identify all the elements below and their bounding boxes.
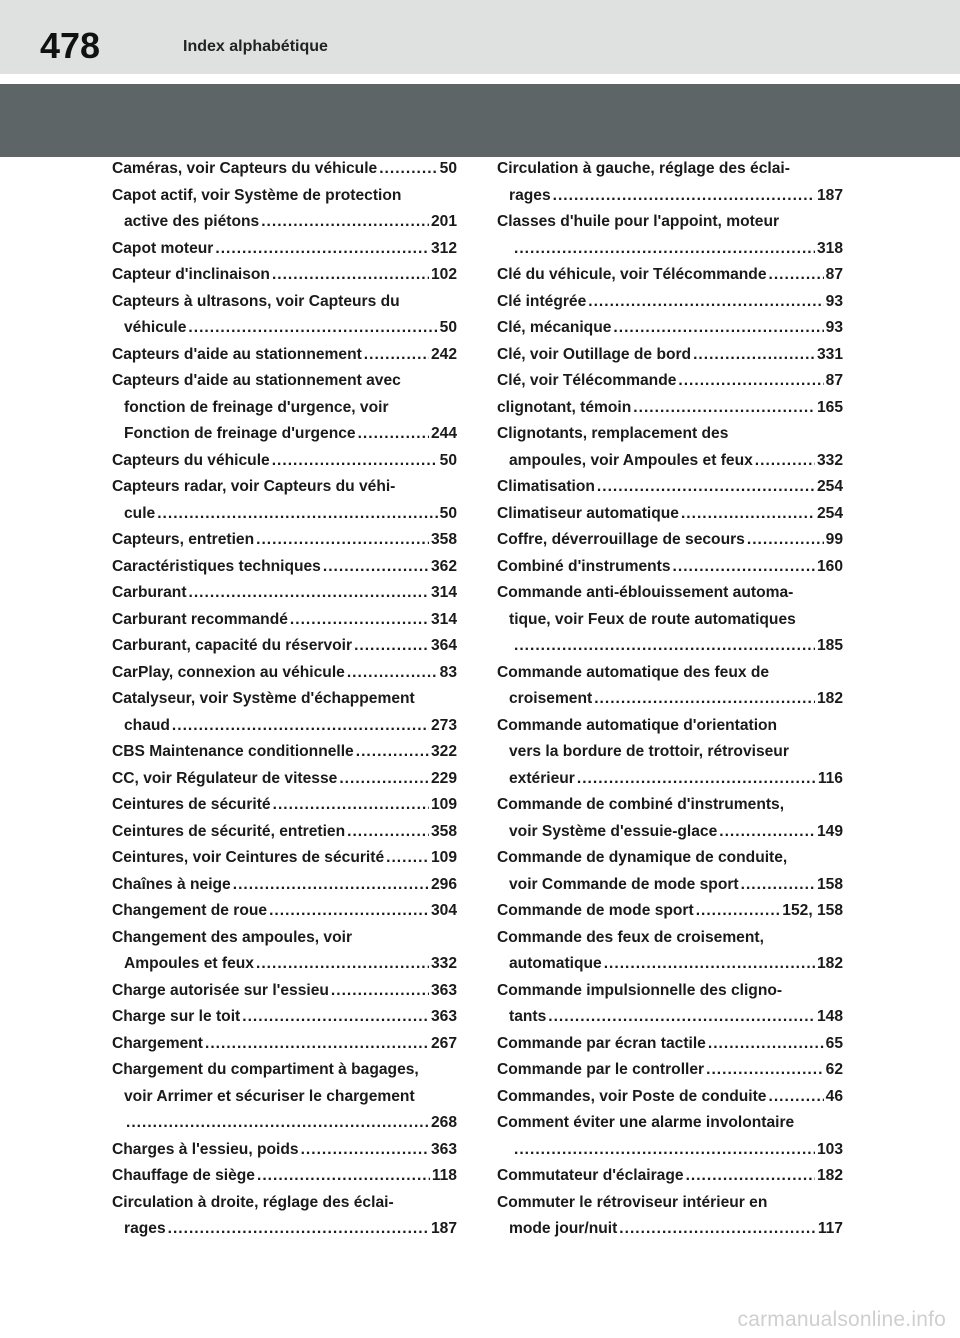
index-line [497, 1137, 843, 1164]
index-line [112, 1190, 457, 1217]
index-term: Commande de mode sport [497, 902, 694, 919]
dot-leader [548, 1004, 815, 1031]
page-reference: 201 [430, 213, 457, 230]
index-column-right [497, 156, 843, 1243]
dot-leader [364, 342, 429, 369]
dot-leader [157, 501, 437, 528]
page-reference: 149 [816, 822, 843, 840]
page-reference: 187 [816, 186, 843, 204]
page-reference: 50 [439, 319, 457, 336]
index-line [497, 898, 843, 925]
index-term: Commande anti-éblouissement automa- [497, 584, 794, 601]
page-reference: 332 [430, 955, 457, 972]
page-reference: 148 [816, 1008, 843, 1025]
index-line [497, 819, 843, 846]
page-reference: 160 [816, 557, 843, 575]
index-line [497, 607, 843, 634]
index-term: Commande automatique des feux de [497, 663, 770, 681]
index-term: Circulation à gauche, réglage des éclai- [497, 160, 790, 177]
index-line [497, 713, 843, 740]
page-reference: 109 [430, 849, 457, 866]
index-term: ampoules, voir Ampoules et feux [509, 451, 753, 469]
index-line [112, 739, 457, 766]
index-term: Clé intégrée [497, 292, 587, 310]
index-term: Capot actif, voir Système de protection [112, 186, 402, 204]
index-line [497, 183, 843, 210]
page-reference: 363 [430, 1008, 457, 1025]
dot-leader [719, 819, 815, 846]
dot-leader [126, 1110, 429, 1137]
index-term: Capteurs, entretien [112, 531, 255, 548]
index-line [112, 474, 457, 501]
dot-leader [354, 633, 429, 660]
index-line [112, 1137, 457, 1164]
dot-leader [747, 527, 824, 554]
index-term: tique, voir Feux de route automatiques [509, 610, 796, 628]
index-line [497, 766, 843, 793]
index-line [497, 474, 843, 501]
page-reference: 62 [825, 1061, 843, 1078]
index-line [112, 1084, 457, 1111]
index-term: tants [509, 1008, 547, 1025]
dot-leader [242, 1004, 429, 1031]
dot-leader [256, 527, 429, 554]
index-term: Capteurs à ultrasons, voir Capteurs du [112, 292, 400, 310]
index-line [112, 845, 457, 872]
page-reference: 267 [430, 1034, 457, 1052]
index-line [112, 421, 457, 448]
index-term: Catalyseur, voir Système d'échappement [112, 690, 415, 707]
page-reference: 296 [430, 875, 457, 893]
index-line [112, 368, 457, 395]
dot-leader [356, 739, 429, 766]
index-term: Clé, mécanique [497, 319, 612, 336]
index-term: Climatiseur automatique [497, 504, 679, 522]
index-line [112, 554, 457, 581]
index-line [112, 766, 457, 793]
page-reference: 254 [816, 504, 843, 522]
dot-leader [168, 1216, 429, 1243]
page-reference: 229 [430, 769, 457, 787]
page-reference: 83 [439, 663, 457, 681]
dot-leader [613, 315, 823, 342]
page-reference: 254 [816, 478, 843, 495]
index-line [497, 580, 843, 607]
dot-leader [358, 421, 429, 448]
index-line [497, 554, 843, 581]
index-line [497, 1163, 843, 1190]
index-term: rages [124, 1220, 166, 1237]
page-reference: 331 [816, 345, 843, 363]
index-term: Classes d'huile pour l'appoint, moteur [497, 213, 780, 230]
index-line [497, 1190, 843, 1217]
index-line [112, 1216, 457, 1243]
page-reference: 182 [816, 690, 843, 707]
page-reference: 273 [430, 716, 457, 734]
index-term: Charges à l'essieu, poids [112, 1140, 299, 1158]
index-term: Changement de roue [112, 902, 268, 919]
page-reference: 65 [825, 1034, 843, 1052]
page-reference: 109 [430, 796, 457, 813]
dot-leader [588, 289, 823, 316]
dot-leader [290, 607, 429, 634]
index-line [497, 395, 843, 422]
index-term: Caméras, voir Capteurs du véhicule [112, 160, 378, 177]
dot-leader [272, 262, 429, 289]
index-term: automatique [509, 955, 602, 972]
dot-leader [741, 872, 815, 899]
dot-leader [686, 1163, 815, 1190]
page-reference: 242 [430, 345, 457, 363]
index-term: Fonction de freinage d'urgence [124, 425, 356, 442]
index-term: Charge autorisée sur l'essieu [112, 981, 329, 999]
dot-leader [172, 713, 429, 740]
index-line [497, 925, 843, 952]
index-term: cule [124, 504, 156, 522]
page-reference: 117 [817, 1220, 843, 1237]
index-term: véhicule [124, 319, 187, 336]
index-term: Capteurs du véhicule [112, 451, 270, 469]
index-term: Caractéristiques techniques [112, 557, 321, 575]
dot-leader [379, 156, 437, 183]
index-line [112, 236, 457, 263]
index-line [112, 1004, 457, 1031]
index-line [497, 315, 843, 342]
index-term: Commutateur d'éclairage [497, 1167, 684, 1184]
index-line [112, 527, 457, 554]
index-term: Chaînes à neige [112, 875, 231, 893]
index-term: Commande des feux de croisement, [497, 928, 764, 946]
index-term: Carburant [112, 584, 187, 601]
page-reference: 182 [816, 1167, 843, 1184]
index-term: mode jour/nuit [509, 1220, 618, 1237]
index-line [112, 713, 457, 740]
index-line [112, 183, 457, 210]
header-band [0, 84, 960, 157]
index-term: active des piétons [124, 213, 260, 230]
index-term: Capteur d'inclinaison [112, 266, 270, 283]
index-term: Commande de dynamique de conduite, [497, 849, 788, 866]
dot-leader [696, 898, 781, 925]
index-line [112, 872, 457, 899]
dot-leader [215, 236, 429, 263]
index-line [112, 501, 457, 528]
index-line [497, 1216, 843, 1243]
index-line [497, 660, 843, 687]
index-term: Commuter le rétroviseur intérieur en [497, 1193, 768, 1211]
index-line [112, 1057, 457, 1084]
dot-leader [323, 554, 429, 581]
index-line [497, 686, 843, 713]
index-line [497, 156, 843, 183]
page-reference: 363 [430, 1140, 457, 1158]
index-line [112, 395, 457, 422]
index-term: Commandes, voir Poste de conduite [497, 1087, 767, 1105]
index-line [497, 1110, 843, 1137]
page-reference: 118 [431, 1167, 457, 1184]
index-term: vers la bordure de trottoir, rétroviseur [509, 743, 789, 760]
index-term: Ampoules et feux [124, 955, 254, 972]
index-term: extérieur [509, 769, 575, 787]
index-term: Chauffage de siège [112, 1167, 255, 1184]
index-line [112, 686, 457, 713]
index-line [497, 368, 843, 395]
index-line [497, 421, 843, 448]
page-header-bar [0, 0, 960, 74]
page-reference: 50 [439, 451, 457, 469]
dot-leader [577, 766, 816, 793]
index-term: Chargement du compartiment à bagages, [112, 1061, 419, 1078]
index-term: Carburant, capacité du réservoir [112, 637, 353, 654]
dot-leader [706, 1057, 824, 1084]
page-reference: 93 [825, 292, 843, 310]
dot-leader [619, 1216, 816, 1243]
page-reference: 314 [430, 610, 457, 628]
index-line [497, 289, 843, 316]
index-line [497, 1057, 843, 1084]
index-line [112, 660, 457, 687]
index-term: Charge sur le toit [112, 1008, 241, 1025]
index-line [497, 501, 843, 528]
index-term: Changement des ampoules, voir [112, 928, 353, 946]
watermark: carmanualsonline.info [737, 1308, 946, 1331]
index-term: Clé, voir Télécommande [497, 372, 677, 389]
dot-leader [553, 183, 815, 210]
index-line [112, 951, 457, 978]
index-line [112, 289, 457, 316]
index-term: Combiné d'instruments [497, 557, 671, 575]
index-line [497, 209, 843, 236]
dot-leader [273, 792, 429, 819]
index-line [112, 607, 457, 634]
index-line [497, 633, 843, 660]
index-term: Ceintures de sécurité, entretien [112, 822, 346, 840]
page-number: 478 [40, 25, 101, 66]
index-term: Commande automatique d'orientation [497, 716, 778, 734]
dot-leader [633, 395, 815, 422]
index-line [497, 1004, 843, 1031]
index-line [112, 978, 457, 1005]
index-term: rages [509, 186, 551, 204]
index-term: Coffre, déverrouillage de secours [497, 531, 745, 548]
page-reference: 318 [816, 239, 843, 257]
page-reference: 358 [430, 822, 457, 840]
page-reference: 185 [816, 637, 843, 654]
page-reference: 358 [430, 531, 457, 548]
dot-leader [347, 819, 429, 846]
index-line [112, 156, 457, 183]
section-title: Index alphabétique [183, 38, 328, 55]
dot-leader [514, 236, 815, 263]
page-reference: 312 [430, 239, 457, 257]
dot-leader [769, 262, 824, 289]
page-reference: 187 [430, 1220, 457, 1237]
page-reference: 50 [439, 504, 457, 522]
dot-leader [301, 1137, 429, 1164]
dot-leader [681, 501, 815, 528]
index-line [497, 1084, 843, 1111]
index-term: Circulation à droite, réglage des éclai- [112, 1193, 394, 1211]
index-term: croisement [509, 690, 593, 707]
dot-leader [514, 1137, 815, 1164]
index-line [112, 448, 457, 475]
page-reference: 87 [825, 266, 843, 283]
page-reference: 363 [430, 981, 457, 999]
index-term: clignotant, témoin [497, 398, 632, 416]
index-term: Climatisation [497, 478, 595, 495]
page-reference: 103 [816, 1140, 843, 1158]
index-term: fonction de freinage d'urgence, voir [124, 398, 389, 416]
index-term: Clé du véhicule, voir Télécommande [497, 266, 767, 283]
index-term: voir Système d'essuie-glace [509, 822, 718, 840]
dot-leader [673, 554, 815, 581]
page-reference: 304 [430, 902, 457, 919]
index-term: Capot moteur [112, 239, 214, 257]
dot-leader [755, 448, 815, 475]
index-line [497, 262, 843, 289]
dot-leader [693, 342, 815, 369]
page-reference: 152, 158 [782, 902, 843, 919]
index-term: Commande par le controller [497, 1061, 705, 1078]
dot-leader [205, 1031, 429, 1058]
index-term: voir Commande de mode sport [509, 875, 739, 893]
index-term: Capteurs d'aide au stationnement avec [112, 372, 401, 389]
page-reference: 244 [430, 425, 457, 442]
index-line [497, 978, 843, 1005]
dot-leader [386, 845, 429, 872]
page-reference: 322 [430, 743, 457, 760]
page-reference: 99 [825, 531, 843, 548]
index-term: Comment éviter une alarme involontaire [497, 1114, 795, 1131]
dot-leader [257, 1163, 430, 1190]
dot-leader [189, 580, 429, 607]
index-term: Ceintures, voir Ceintures de sécurité [112, 849, 385, 866]
dot-leader [604, 951, 815, 978]
index-term: Clignotants, remplacement des [497, 425, 729, 442]
page-reference: 102 [430, 266, 457, 283]
page-reference: 362 [430, 557, 457, 575]
dot-leader [597, 474, 815, 501]
index-line [497, 236, 843, 263]
page-reference: 87 [825, 372, 843, 389]
index-line [112, 342, 457, 369]
index-line [497, 448, 843, 475]
page-reference: 158 [816, 875, 843, 893]
page-reference: 332 [816, 451, 843, 469]
dot-leader [269, 898, 429, 925]
page-reference: 314 [430, 584, 457, 601]
index-line [112, 262, 457, 289]
index-line [497, 342, 843, 369]
dot-leader [678, 368, 823, 395]
index-line [497, 739, 843, 766]
dot-leader [339, 766, 429, 793]
dot-leader [594, 686, 815, 713]
index-term: CarPlay, connexion au véhicule [112, 663, 345, 681]
index-line [112, 209, 457, 236]
dot-leader [188, 315, 437, 342]
index-term: Commande par écran tactile [497, 1034, 706, 1052]
dot-leader [272, 448, 438, 475]
page-reference: 46 [825, 1087, 843, 1105]
page-reference: 182 [816, 955, 843, 972]
page-reference: 268 [430, 1114, 457, 1131]
index-line [497, 792, 843, 819]
index-line [112, 633, 457, 660]
index-term: Capteurs d'aide au stationnement [112, 345, 362, 363]
index-line [112, 580, 457, 607]
index-line [497, 1031, 843, 1058]
index-line [112, 1163, 457, 1190]
dot-leader [514, 633, 815, 660]
dot-leader [233, 872, 429, 899]
index-term: Commande de combiné d'instruments, [497, 796, 785, 813]
index-line [497, 527, 843, 554]
page-reference: 364 [430, 637, 457, 654]
dot-leader [347, 660, 438, 687]
index-line [112, 819, 457, 846]
index-line [112, 792, 457, 819]
index-term: Commande impulsionnelle des cligno- [497, 981, 783, 999]
dot-leader [708, 1031, 824, 1058]
index-line [112, 898, 457, 925]
index-line [497, 845, 843, 872]
index-term: Clé, voir Outillage de bord [497, 345, 692, 363]
index-line [497, 872, 843, 899]
page-reference: 165 [816, 398, 843, 416]
dot-leader [768, 1084, 823, 1111]
index-term: Carburant recommandé [112, 610, 288, 628]
index-line [112, 1031, 457, 1058]
index-term: CBS Maintenance conditionnelle [112, 743, 354, 760]
index-line [112, 1110, 457, 1137]
page-reference: 93 [825, 319, 843, 336]
index-line [112, 925, 457, 952]
index-line [112, 315, 457, 342]
index-term: CC, voir Régulateur de vitesse [112, 769, 338, 787]
index-line [497, 951, 843, 978]
index-term: chaud [124, 716, 170, 734]
dot-leader [261, 209, 429, 236]
index-term: Ceintures de sécurité [112, 796, 271, 813]
dot-leader [256, 951, 429, 978]
dot-leader [331, 978, 429, 1005]
page-reference: 50 [439, 160, 457, 177]
page-reference: 116 [817, 769, 843, 787]
index-term: Capteurs radar, voir Capteurs du véhi- [112, 478, 396, 495]
index-term: Chargement [112, 1034, 203, 1052]
index-term: voir Arrimer et sécuriser le chargement [124, 1087, 415, 1105]
index-column-left [112, 156, 457, 1243]
